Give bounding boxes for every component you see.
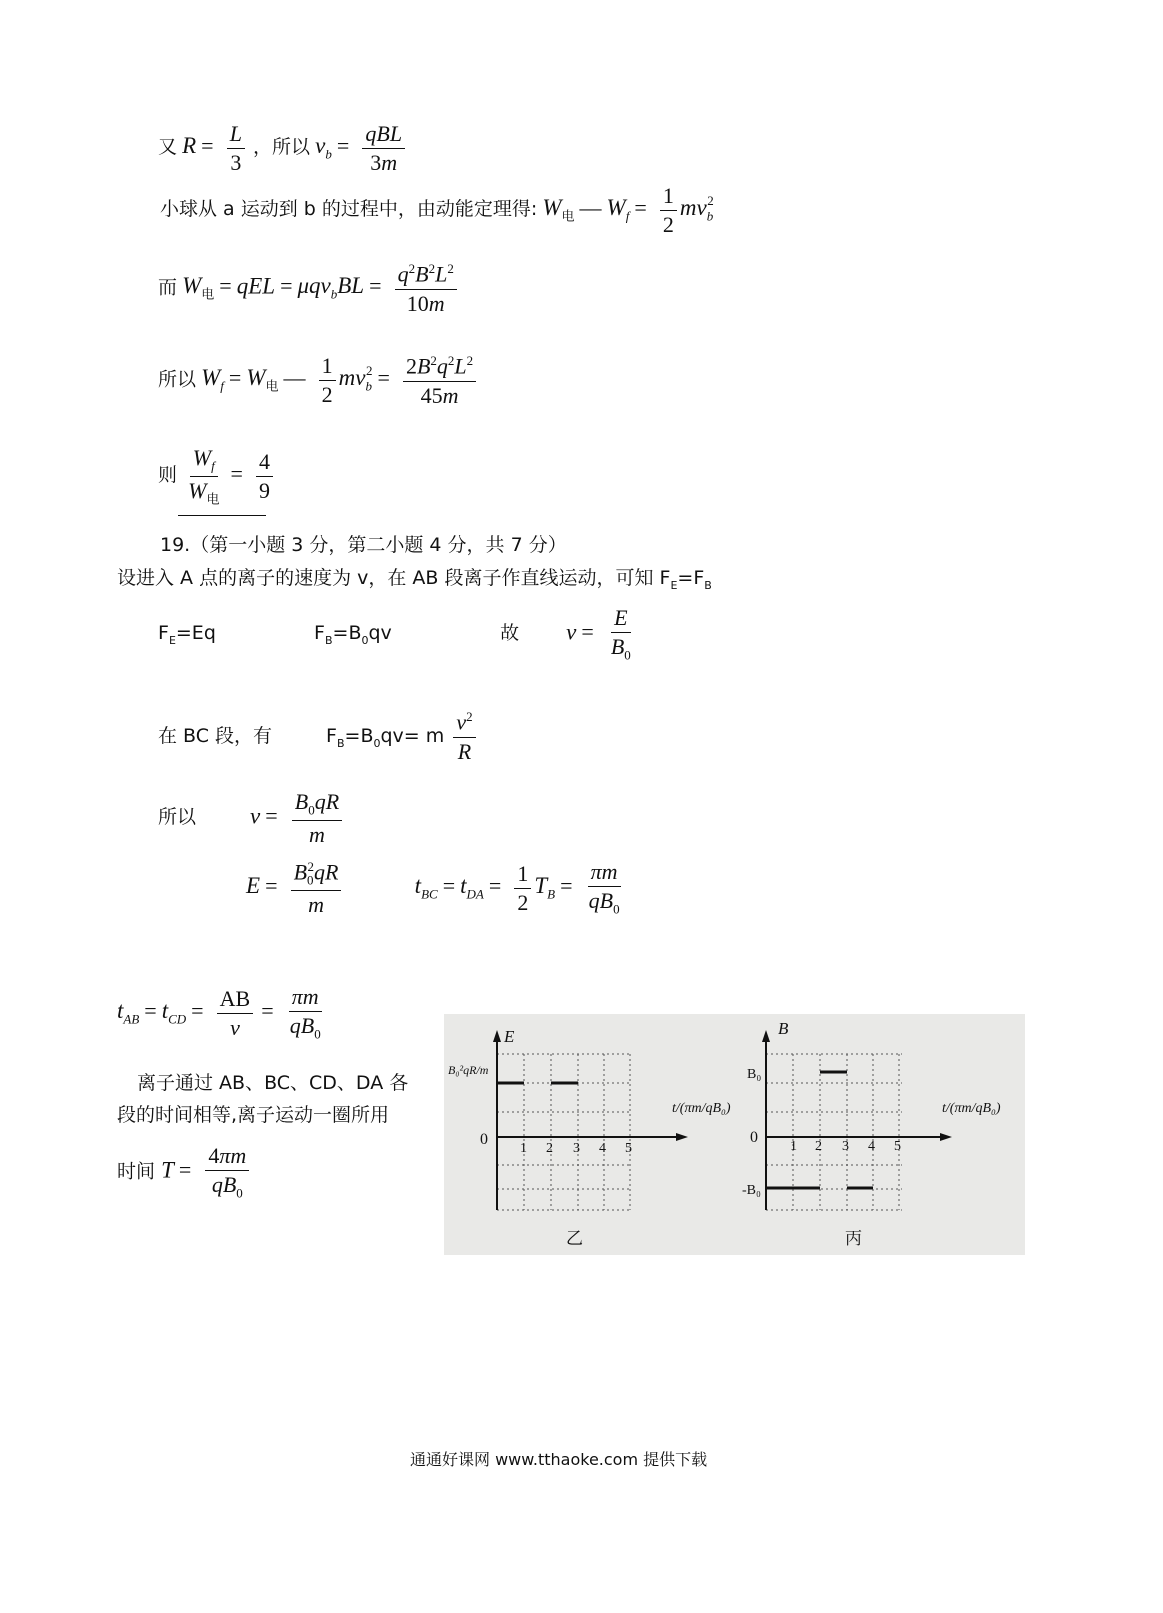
q19-tab-line: $t_{AB} = t_{CD}$ = $\frac{AB}{v}$ = $\frac{\pi m}{qB_0}$ (117, 984, 321, 1042)
graph-b-pos-label: B₀ (747, 1067, 762, 1082)
q19-bc-line: 在 BC 段，有 $F_B=B_0qv= m$ $\frac{v^2}{R}$ (158, 710, 479, 764)
suoyi-text: 所以 (158, 806, 197, 829)
bc-mid: qv= m (380, 724, 445, 747)
graph-e-caption: 乙 (566, 1229, 583, 1249)
graph-b-tick-5: 5 (894, 1139, 901, 1154)
graph-b-vs-t (742, 1019, 1001, 1249)
page-footer: 通通好课网 www.tthaoke.com 提供下载 (410, 1450, 708, 1469)
graph-e-tick-2: 2 (546, 1141, 553, 1156)
graph-b-tick-2: 2 (815, 1139, 822, 1154)
graph-e-zero: 0 (480, 1131, 488, 1148)
graph-b-ylabel: B (778, 1019, 789, 1038)
q19-period-line: 时间 T = $\frac{4\pi m}{qB_0}$ (117, 1144, 252, 1201)
field-graphs-figure (444, 1014, 1025, 1255)
q19-force-line: $F_E=Eq$ $F_B=B_0qv$ 故 v = $\frac{E}{B_0}$ (158, 605, 631, 663)
q19-intro: 设进入 A 点的离子的速度为 v，在 AB 段离子作直线运动，可知 $F_E=F_B$ (117, 567, 712, 592)
gu-text: 故 (500, 622, 520, 645)
fe-eq-text: =Eq (175, 622, 216, 645)
eq-line-2: 小球从 a 运动到 b 的过程中，由动能定理得: $W_电$ — $W_f$ = $\frac{1}{2}$ $mv_b^2$ (160, 183, 714, 238)
graph-e-tick-5: 5 (625, 1141, 632, 1156)
answer-underline (178, 515, 266, 516)
graph-b-neg-label: -B₀ (742, 1183, 761, 1198)
eq-line-4: 所以 $W_f = W_电$ — $\frac{1}{2}$ $mv_b^2$ = $\frac{2B^2q^2L^2}{45m}$ (158, 354, 479, 408)
bc-lead: 在 BC 段，有 (158, 724, 273, 747)
graph-e-vs-t (448, 1027, 731, 1249)
eq-line-1-comma: ，所以 (253, 136, 311, 159)
q19-para-3: 时间 (117, 1160, 156, 1183)
eq-line-5: 则 $\frac{W_f}{W_电}$ = $\frac{4}{9}$ (158, 446, 276, 507)
field-graphs-svg (444, 1014, 1025, 1255)
q19-para-1: 离子通过 AB、BC、CD、DA 各 (137, 1072, 409, 1094)
eq-line-4-lead: 所以 (158, 368, 197, 391)
q19-heading: 19.（第一小题 3 分，第二小题 4 分，共 7 分） (160, 534, 567, 556)
q19-intro-text: 设进入 A 点的离子的速度为 v，在 AB 段离子作直线运动，可知 F (117, 567, 671, 589)
eq-line-1-lead: 又 (158, 136, 178, 159)
eq-line-3: 而 $W_电$ = qEL = μqv$_b$BL = $\frac{q^2B^2L^2}{10m}$ (158, 262, 460, 316)
graph-e-level-label: B₀²qR/m (448, 1063, 489, 1077)
graph-e-tick-1: 1 (520, 1141, 527, 1156)
fb-eq-text: =B (332, 622, 362, 645)
eq-line-3-lead: 而 (158, 276, 178, 299)
kinetic-energy-theorem-text: 小球从 a 运动到 b 的过程中，由动能定理得: (160, 198, 538, 221)
graph-b-tick-3: 3 (842, 1139, 849, 1154)
graph-b-xlabel: t/(πm/qB₀) (942, 1101, 1001, 1116)
graph-e-ylabel: E (504, 1027, 515, 1046)
q19-v-line: 所以 v = $\frac{B_0qR}{m}$ (158, 790, 345, 847)
graph-e-tick-3: 3 (573, 1141, 580, 1156)
q19-para-2: 段的时间相等,离子运动一圈所用 (117, 1104, 390, 1126)
graph-b-tick-1: 1 (790, 1139, 797, 1154)
graph-e-tick-4: 4 (599, 1141, 606, 1156)
graph-b-tick-4: 4 (868, 1139, 875, 1154)
q19-e-line: E = $\frac{B_0^2qR}{m}$ $t_{BC} = t_{DA}$ = $\frac{1}{2}$ $T_B$ = $\frac{\pi m}{qB_0}$ (246, 859, 620, 918)
eq-line-5-lead: 则 (158, 464, 178, 487)
fb-eq-tail: qv (368, 622, 392, 645)
graph-b-zero: 0 (750, 1129, 758, 1146)
graph-e-xlabel: t/(πm/qB₀) (672, 1101, 731, 1116)
graph-b-caption: 丙 (845, 1229, 862, 1249)
eq-line-1: 又 R = $\frac{L}{3}$ ，所以 $v_b$ = $\frac{\text{qBL}}{3m}$ (158, 122, 408, 175)
